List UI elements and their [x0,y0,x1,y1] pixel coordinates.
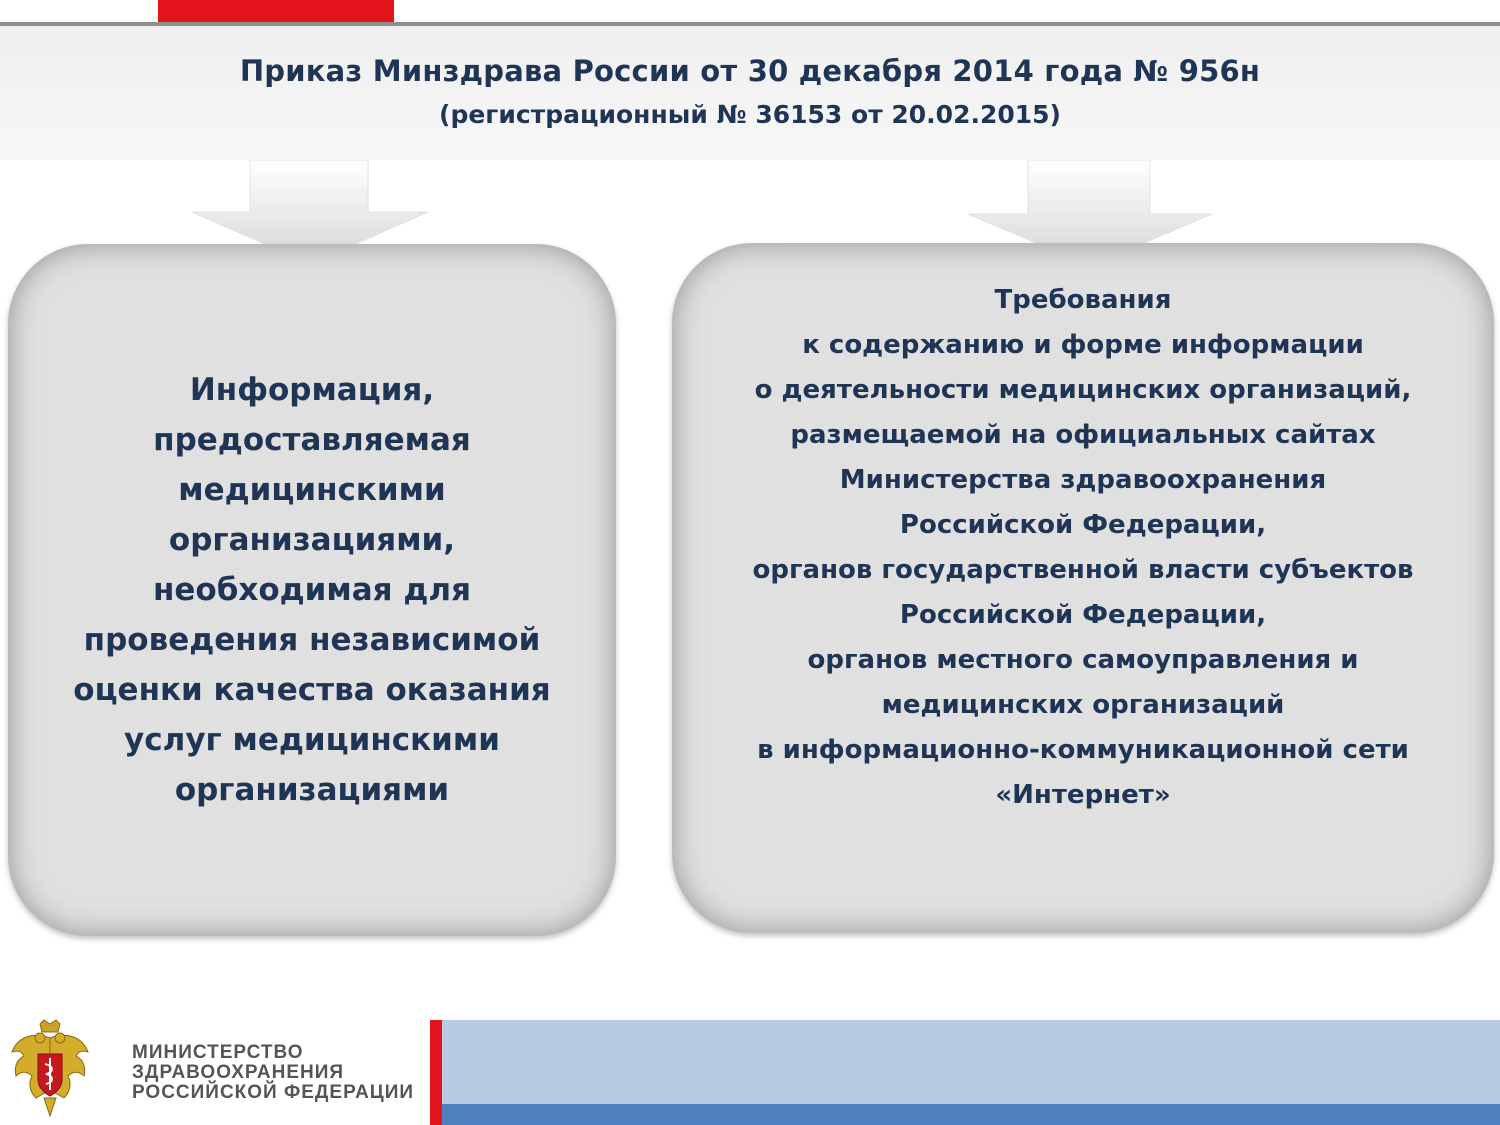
requirements-line: Российской Федерации, [899,510,1267,540]
footer-red-bar [430,1020,442,1125]
registration-subtitle: (регистрационный № 36153 от 20.02.2015) [439,100,1061,129]
header-band [0,22,1500,160]
ministry-line: МИНИСТЕРСТВО [132,1042,304,1063]
info-line: Информация, [189,372,435,408]
requirements-line: к содержанию и форме информации [802,330,1364,360]
requirements-line: о деятельности медицинских организаций, [754,375,1412,405]
top-red-tab [158,0,394,22]
requirements-line: Требования [994,285,1172,315]
ministry-line: РОССИЙСКОЙ ФЕДЕРАЦИИ [132,1082,415,1103]
page-title: Приказ Минздрава России от 30 декабря 2014 года № 956н [239,54,1261,88]
info-line: оценки качества оказания [73,672,551,708]
info-line: организациями, [168,522,456,558]
info-line: проведения независимой [83,622,541,658]
requirements-line: Российской Федерации, [899,600,1267,630]
ministry-line: ЗДРАВООХРАНЕНИЯ [132,1062,345,1083]
coat-of-arms-icon [10,1018,90,1123]
info-line: услуг медицинскими [124,722,500,758]
requirements-line: медицинских организаций [881,690,1285,720]
footer-dark-blue-band [442,1104,1500,1125]
requirements-line: органов местного самоуправления и [807,645,1359,675]
requirements-line: органов государственной власти субъектов [752,555,1414,585]
requirements-line: размещаемой на официальных сайтах [790,420,1376,450]
info-line: необходимая для [152,572,472,608]
info-line: предоставляемая [153,422,471,458]
footer-light-blue-band [442,1020,1500,1104]
ministry-name [132,1043,414,1103]
info-text-left [33,365,590,815]
requirements-line: Министерства здравоохранения [839,465,1327,495]
requirements-line: «Интернет» [995,780,1171,810]
requirements-box-right [672,243,1494,933]
requirements-text-right [732,278,1433,818]
info-box-left [8,244,616,936]
info-line: организациями [174,772,450,808]
requirements-line: в информационно-коммуникационной сети [757,735,1409,765]
info-line: медицинскими [178,472,446,508]
